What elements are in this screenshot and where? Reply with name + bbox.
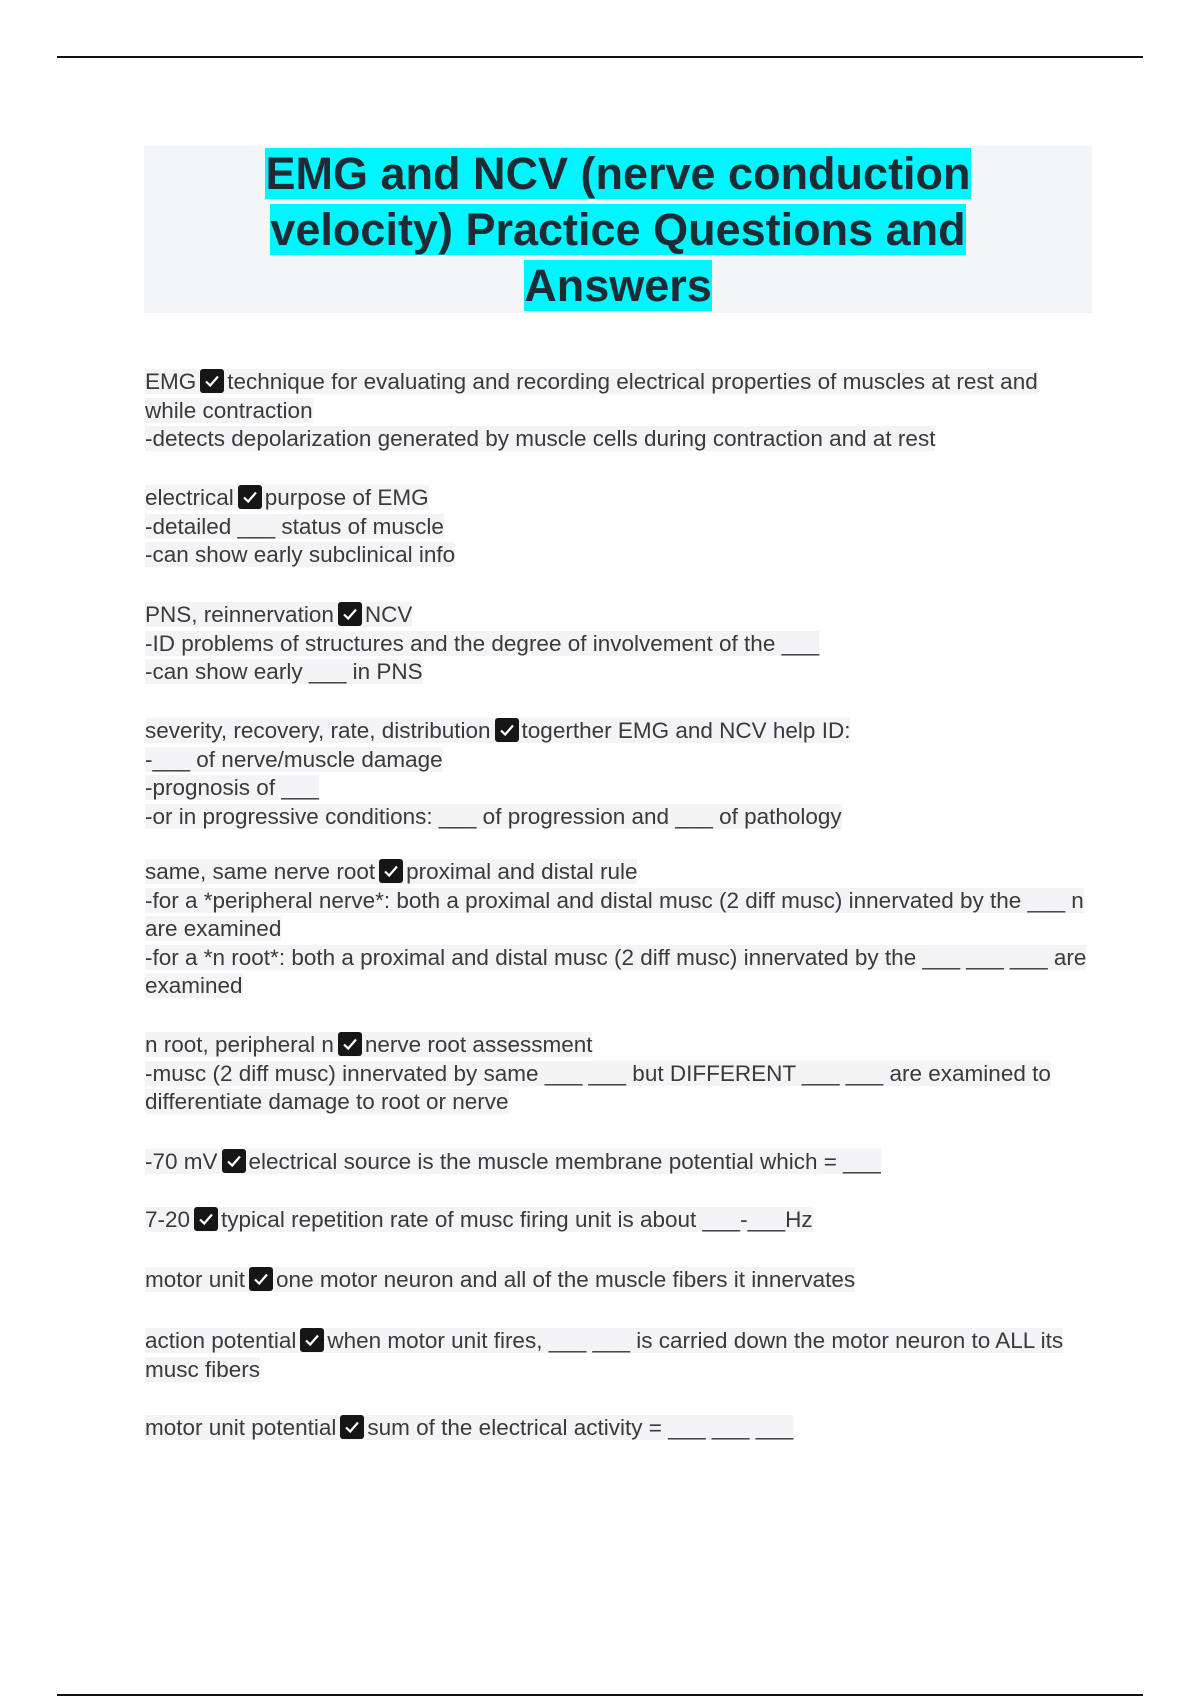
qa-term: severity, recovery, rate, distribution (145, 718, 491, 743)
qa-item (145, 717, 850, 831)
qa-answer-line: purpose of EMG (264, 485, 429, 510)
checkbox-icon (338, 602, 362, 626)
qa-answer-line: -musc (2 diff musc) innervated by same ___ ___ but DIFFERENT ___ ___ are examined to differentiate damage to root or nerve (145, 1060, 1051, 1114)
checkbox-icon (300, 1328, 324, 1352)
qa-item (145, 1414, 793, 1443)
qa-term: n root, peripheral n (145, 1032, 334, 1057)
qa-answer-line: electrical source is the muscle membrane potential which = ___ (248, 1149, 881, 1174)
qa-answer-line: technique for evaluating and recording electrical properties of muscles at rest and while contraction (145, 369, 1038, 423)
qa-answer-line: togerther EMG and NCV help ID: (521, 718, 851, 743)
qa-answer-line: NCV (364, 602, 413, 627)
qa-answer-line: one motor neuron and all of the muscle fibers it innervates (276, 1267, 856, 1292)
qa-term: -70 mV (145, 1149, 218, 1174)
checkbox-icon (249, 1267, 273, 1291)
qa-answer-line: when motor unit fires, ___ ___ is carried down the motor neuron to ALL its musc fibers (145, 1328, 1064, 1382)
qa-item (145, 1327, 1095, 1384)
qa-item (145, 368, 1095, 454)
checkbox-icon (379, 859, 403, 883)
qa-answer-line: -___ of nerve/muscle damage (145, 746, 443, 772)
qa-answer-line: -for a *peripheral nerve*: both a proximal and distal musc (2 diff musc) innervated by the ___ n are examined (145, 887, 1084, 941)
checkbox-icon (238, 485, 262, 509)
qa-item (145, 1148, 881, 1177)
qa-answer-line: -detailed ___ status of muscle (145, 513, 444, 539)
checkbox-icon (200, 369, 224, 393)
qa-term: same, same nerve root (145, 859, 376, 884)
checkbox-icon (222, 1149, 246, 1173)
qa-term: action potential (145, 1328, 297, 1353)
checkbox-icon (194, 1207, 218, 1231)
qa-term: 7-20 (145, 1207, 191, 1232)
qa-answer-line: -can show early subclinical info (145, 542, 456, 567)
qa-answer-line: sum of the electrical activity = ___ ___ ___ (367, 1415, 794, 1440)
title-banner (144, 146, 1092, 313)
checkbox-icon (340, 1415, 364, 1439)
header-rule (57, 56, 1143, 58)
qa-answer-line: -detects depolarization generated by muscle cells during contraction and at rest (145, 426, 936, 451)
qa-answer-line: -prognosis of ___ (145, 775, 319, 800)
qa-term: electrical (145, 485, 234, 510)
qa-item (145, 1266, 855, 1295)
document-title: EMG and NCV (nerve conduction velocity) Practice Questions and Answers (265, 148, 971, 311)
qa-answer-line: typical repetition rate of musc firing unit is about ___-___Hz (221, 1207, 813, 1232)
qa-term: PNS, reinnervation (145, 602, 334, 627)
qa-term: EMG (145, 369, 197, 394)
qa-term: motor unit potential (145, 1415, 337, 1440)
checkbox-icon (495, 718, 519, 742)
qa-answer-line: -can show early ___ in PNS (145, 659, 423, 684)
qa-answer-line: -or in progressive conditions: ___ of progression and ___ of pathology (145, 803, 842, 829)
qa-answer-line: nerve root assessment (364, 1032, 593, 1057)
qa-term: motor unit (145, 1267, 246, 1292)
qa-answer-line: proximal and distal rule (406, 859, 638, 884)
checkbox-icon (338, 1032, 362, 1056)
qa-item (145, 601, 819, 687)
qa-answer-line: -ID problems of structures and the degree of involvement of the ___ (145, 630, 820, 656)
qa-item (145, 484, 455, 570)
qa-answer-line: -for a *n root*: both a proximal and distal musc (2 diff musc) innervated by the ___ ___ ___ are examined (145, 944, 1087, 998)
qa-item (145, 1031, 1095, 1117)
qa-item (145, 1206, 813, 1235)
qa-item (145, 858, 1095, 1001)
footer-rule (57, 1694, 1143, 1696)
